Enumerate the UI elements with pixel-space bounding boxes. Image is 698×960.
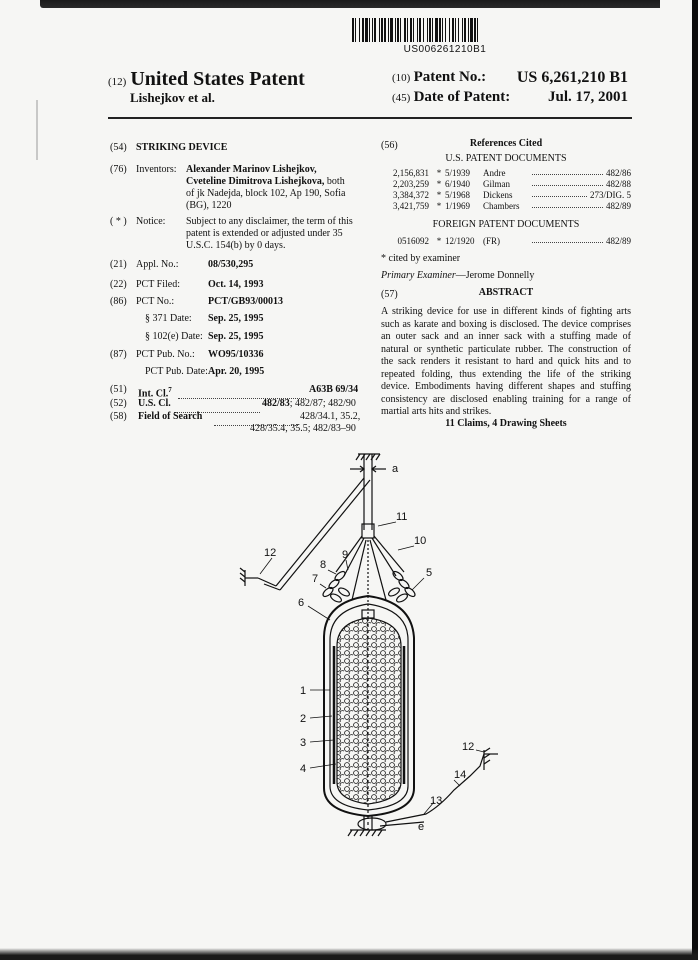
reference-row (381, 179, 631, 190)
reference-class: 273/DIG. 5 (590, 190, 631, 200)
code-87: (87) (110, 349, 127, 360)
abstract-line: natural or synthetic particulate rubber. The construction of (381, 343, 631, 355)
label-a: a (392, 463, 399, 475)
barcode-bar (439, 18, 441, 42)
label-4: 4 (300, 763, 307, 775)
us-docs-title: U.S. PATENT DOCUMENTS (445, 153, 567, 164)
appl-no-label: Appl. No.: (136, 259, 179, 270)
reference-star: * (436, 190, 442, 200)
field-of-search-label: Field of Search (138, 411, 203, 422)
patent-type-title: United States Patent (130, 68, 305, 90)
us-cl-value (262, 398, 356, 410)
barcode-bar (369, 18, 370, 42)
claims-line: 11 Claims, 4 Drawing Sheets (445, 418, 567, 429)
code-52: (52) (110, 398, 127, 409)
inventor-line-4: (BG), 1220 (186, 200, 232, 211)
barcode-bar (384, 18, 386, 42)
primary-examiner (381, 270, 534, 282)
barcode-bar (365, 18, 368, 42)
label-12-right: 12 (462, 741, 475, 753)
abstract-line: an outer sack and an inner sack with a stuffing made of (381, 331, 631, 342)
notice-line-2: patent is extended or adjusted under 35 (186, 228, 343, 239)
label-8: 8 (320, 559, 327, 571)
barcode-bar (410, 18, 412, 42)
barcode-bar (462, 18, 463, 42)
invention-title: STRIKING DEVICE (136, 142, 228, 153)
chain-left (321, 570, 350, 604)
barcode-bar (404, 18, 406, 42)
reference-row (381, 190, 631, 201)
barcode-bar (442, 18, 443, 42)
barcode-bar (464, 18, 466, 42)
reference-number: 2,203,259 (393, 179, 429, 189)
barcode-bar (468, 18, 469, 42)
label-6: 6 (298, 597, 305, 609)
reference-number: 3,421,759 (393, 201, 429, 211)
barcode-bar (452, 18, 454, 42)
references-cited-title: References Cited (469, 138, 543, 149)
s371-date: Sep. 25, 1995 (208, 313, 264, 324)
patent-number: US 6,261,210 B1 (516, 69, 628, 86)
label-1: 1 (300, 685, 307, 697)
reference-class: 482/88 (605, 179, 631, 189)
pct-no-label: PCT No.: (136, 296, 175, 307)
code-57: (57) (381, 289, 398, 300)
reference-class: 482/89 (605, 236, 631, 246)
barcode-bar (432, 18, 433, 42)
inventor-line-1: Alexander Marinov Lishejkov, (186, 164, 317, 175)
abstract-line: A striking device for use in different kinds of fighting arts (381, 306, 631, 317)
primary-examiner-label: Primary Examiner (381, 270, 456, 281)
label-13: 13 (430, 795, 443, 807)
int-cl-value: A63B 69/34 (309, 384, 359, 395)
dimension-a (350, 466, 386, 472)
us-cl-value-rest: ; 482/87; 482/90 (289, 398, 356, 409)
barcode-bar (372, 18, 373, 42)
label-10: 10 (414, 535, 427, 547)
label-14: 14 (454, 769, 467, 781)
barcode-bar (359, 18, 360, 42)
date-of-patent: Jul. 17, 2001 (547, 89, 628, 105)
barcode-bar (470, 18, 473, 42)
code-22: (22) (110, 279, 127, 290)
pct-filed: Oct. 14, 1993 (208, 279, 264, 290)
scan-mark (36, 100, 38, 160)
barcode-bar (445, 18, 446, 42)
us-cl-value-bold: 482/83 (262, 398, 290, 409)
code-12: (12) (108, 76, 127, 88)
scan-edge-right (692, 0, 698, 960)
reference-leader (532, 179, 603, 186)
reference-number: 2,156,831 (393, 168, 429, 178)
barcode-bar (413, 18, 414, 42)
reference-star: * (436, 168, 442, 178)
wall-strut (240, 478, 370, 590)
abstract-line: such as karate and boxing is disclosed. The device comprises (381, 318, 631, 330)
reference-date: 12/1920 (445, 236, 475, 246)
inventor-line-2-name: Cveteline Dimitrova Lishejkova, (186, 176, 325, 187)
s371-label: § 371 Date: (145, 313, 192, 324)
chain-right (387, 570, 416, 604)
reference-star: * (436, 179, 442, 189)
reference-star: * (436, 236, 442, 246)
barcode-bar (374, 18, 376, 42)
barcode-bar (427, 18, 428, 42)
reference-row (381, 168, 631, 179)
scan-edge-top (40, 0, 660, 8)
reference-class: 482/89 (605, 201, 631, 211)
barcode-bar (458, 18, 459, 42)
hanging-rod (364, 454, 372, 530)
abstract-title: ABSTRACT (478, 287, 534, 298)
field-of-search-value-1: 428/34.1, 35.2, (300, 411, 361, 422)
inventor-line-2 (186, 176, 345, 188)
pct-pub-date-label: PCT Pub. Date: (145, 366, 208, 377)
code-58: (58) (110, 411, 127, 422)
code-86: (86) (110, 296, 127, 307)
int-cl-sup: 7 (168, 386, 172, 394)
reference-name: Gilman (483, 179, 510, 189)
pct-pub-date: Apr. 20, 1995 (208, 366, 265, 377)
pct-no: PCT/GB93/00013 (208, 296, 284, 307)
stuffing (337, 618, 401, 804)
patent-number-line (392, 69, 628, 86)
abstract-line: martial arts hits and strikes. (381, 406, 492, 417)
header-rule (108, 117, 632, 119)
reference-row (381, 201, 631, 212)
label-3: 3 (300, 737, 307, 749)
reference-name: (FR) (483, 236, 501, 246)
code-10: (10) (392, 72, 411, 84)
barcode-bar (429, 18, 431, 42)
patent-drawing (200, 450, 520, 850)
barcode-bar (435, 18, 438, 42)
int-cl-label-text: Int. Cl. (138, 388, 169, 400)
notice-label: Notice: (136, 216, 166, 227)
abstract-line: consistency are disclosed enabling training for a range of (381, 393, 631, 405)
label-2: 2 (300, 713, 307, 725)
code-21: (21) (110, 259, 127, 270)
reference-row (381, 236, 631, 247)
reference-number: 0516092 (397, 236, 429, 246)
code-56: (56) (381, 140, 398, 151)
barcode-bar (407, 18, 408, 42)
reference-date: 6/1940 (445, 179, 471, 189)
abstract-line: the sack renders it resistant to hard and quick hits and to (381, 356, 631, 367)
patent-number-label: Patent No.: (413, 69, 487, 85)
reference-leader (532, 168, 603, 175)
barcode-bar (388, 18, 389, 42)
barcode-bar (397, 18, 399, 42)
inventor-line-2-tail: both (326, 176, 345, 187)
barcode-bar (355, 18, 356, 42)
inventor-short: Lishejkov et al. (130, 90, 215, 105)
abstract-text (381, 306, 631, 419)
reference-name: Andre (483, 168, 506, 178)
reference-date: 5/1939 (445, 168, 471, 178)
barcode-bar (474, 18, 476, 42)
cited-by-examiner: * cited by examiner (381, 253, 461, 264)
reference-name: Chambers (483, 201, 520, 211)
abstract-line: repeated folding, thus extending the life of the striking (381, 368, 631, 380)
label-e: e (418, 821, 425, 833)
reference-number: 3,384,372 (393, 190, 429, 200)
date-of-patent-label: Date of Patent: (413, 89, 511, 105)
label-9: 9 (342, 549, 349, 561)
reference-name: Dickens (483, 190, 513, 200)
pct-filed-label: PCT Filed: (136, 279, 180, 290)
ceiling-mount (356, 454, 380, 460)
barcode-number: US006261210B1 (403, 44, 487, 55)
barcode-bar (400, 18, 401, 42)
pct-pub-no-label: PCT Pub. No.: (136, 349, 195, 360)
barcode-bar (362, 18, 364, 42)
code-54: (54) (110, 142, 127, 153)
code-76: (76) (110, 164, 127, 175)
reference-leader (532, 201, 603, 208)
reference-leader (532, 236, 603, 243)
barcode-bar (390, 18, 393, 42)
barcode (352, 18, 538, 42)
notice-line-3: U.S.C. 154(b) by 0 days. (186, 240, 286, 251)
inventor-line-3: of jk Nadejda, block 102, Ap 190, Sofia (186, 188, 346, 199)
foreign-docs-list (381, 236, 631, 247)
code-45: (45) (392, 92, 411, 104)
barcode-bar (417, 18, 418, 42)
label-7: 7 (312, 573, 319, 585)
us-docs-list (381, 168, 631, 212)
s102-label: § 102(e) Date: (145, 331, 203, 342)
reference-date: 5/1968 (445, 190, 471, 200)
inventors-label: Inventors: (136, 164, 177, 175)
barcode-bar (379, 18, 380, 42)
code-notice: ( * ) (110, 216, 127, 227)
reference-leader (532, 190, 587, 197)
notice-line-1: Subject to any disclaimer, the term of this (186, 216, 353, 227)
barcode-bar (352, 18, 354, 42)
reference-class: 482/86 (605, 168, 631, 178)
barcode-bar (423, 18, 424, 42)
code-51: (51) (110, 384, 127, 395)
foreign-docs-title: FOREIGN PATENT DOCUMENTS (432, 219, 580, 230)
date-of-patent-line (392, 89, 628, 106)
scan-edge-bottom (0, 948, 698, 960)
s102-date: Sep. 25, 1995 (208, 331, 264, 342)
field-of-search-value-2: 428/35.4, 35.5; 482/83–90 (250, 423, 356, 434)
label-5: 5 (426, 567, 433, 579)
patent-type-heading (108, 68, 305, 91)
barcode-bar (419, 18, 421, 42)
us-cl-label: U.S. Cl. (138, 398, 171, 409)
barcode-bar (395, 18, 396, 42)
pct-pub-no: WO95/10336 (208, 349, 264, 360)
primary-examiner-name: —Jerome Donnelly (455, 270, 535, 281)
barcode-bar (381, 18, 383, 42)
label-11: 11 (396, 511, 408, 523)
reference-date: 1/1969 (445, 201, 471, 211)
label-12-left: 12 (264, 547, 277, 559)
abstract-line: device. Embodiments having different shapes and stuffing (381, 381, 631, 392)
appl-no: 08/530,295 (208, 259, 254, 270)
reference-star: * (436, 201, 442, 211)
barcode-bar (455, 18, 456, 42)
barcode-bar (477, 18, 478, 42)
barcode-bar (449, 18, 450, 42)
